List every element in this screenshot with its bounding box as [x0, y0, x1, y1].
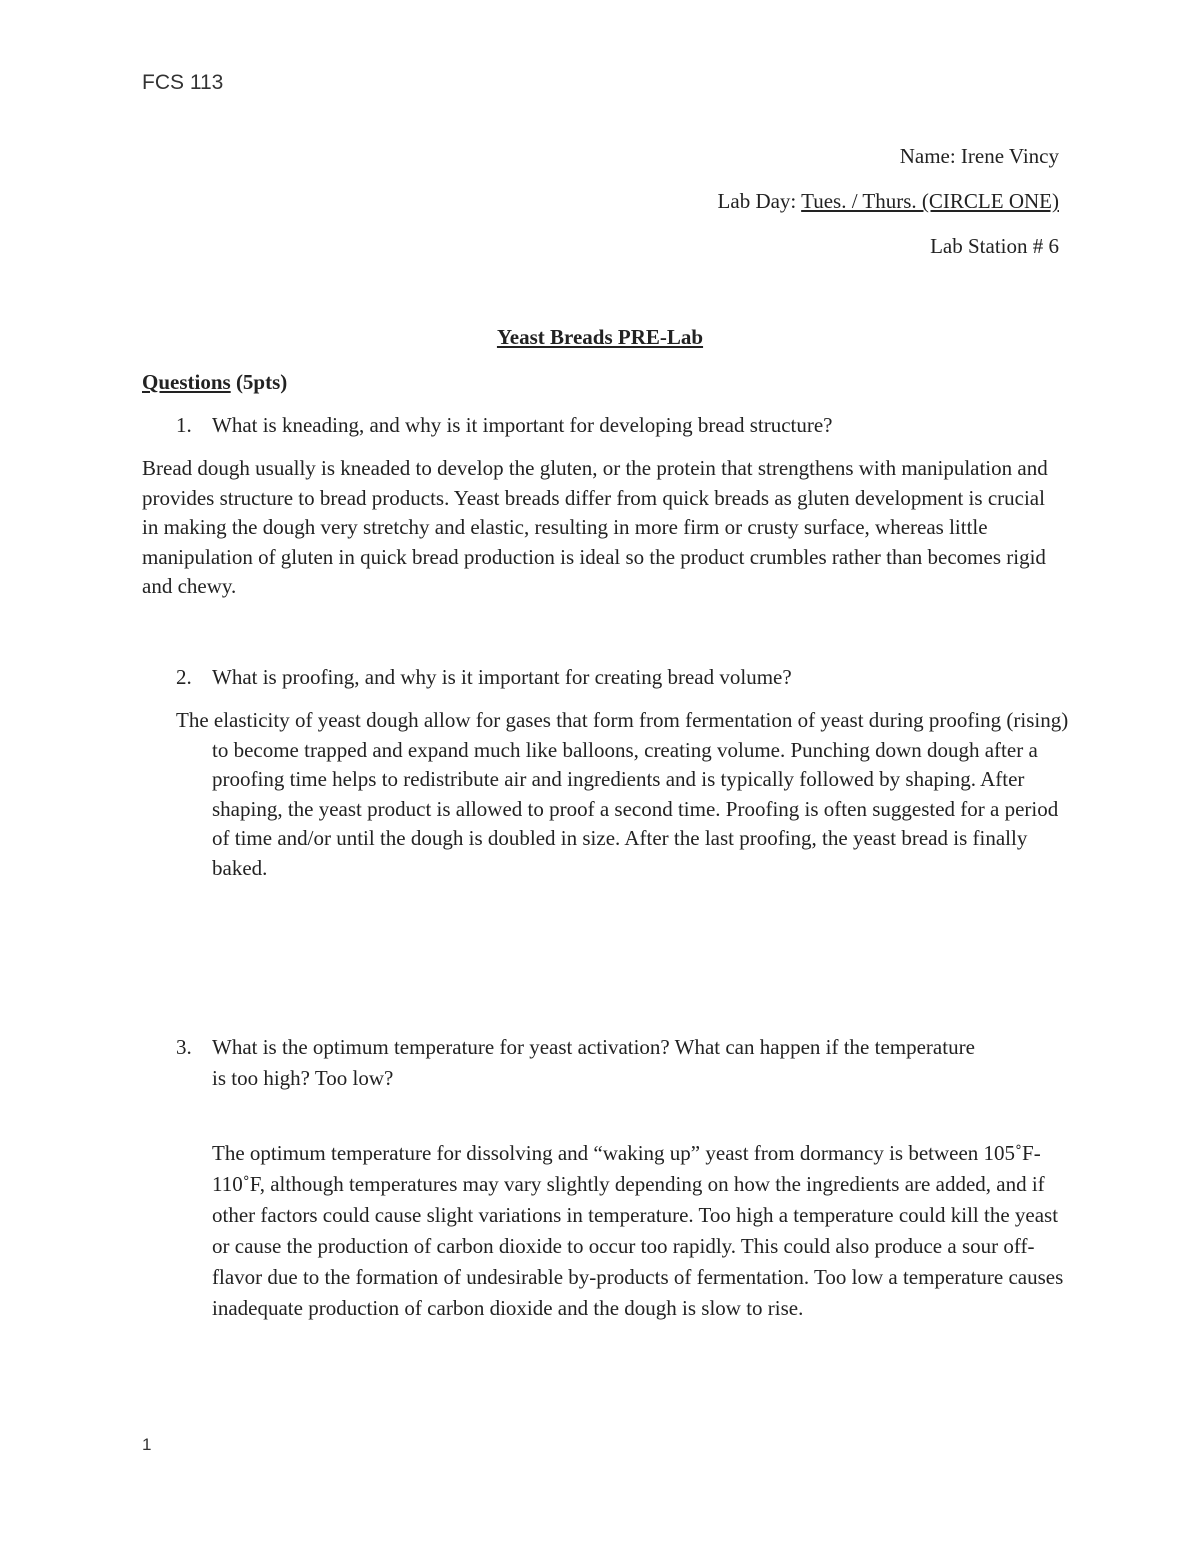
lab-day-label: Lab Day:	[717, 189, 802, 213]
question-text: What is kneading, and why is it important for developing bread structure?	[212, 413, 833, 437]
lab-day-value: Tues. / Thurs. (CIRCLE ONE)	[801, 189, 1059, 213]
question-number: 2.	[176, 665, 192, 689]
question-number: 1.	[176, 413, 192, 437]
lab-day	[718, 186, 1059, 216]
answer-3: The optimum temperature for dissolving and “waking up” yeast from dormancy is between 105˚F- 110˚F, although temperatures may vary slightly depending on how the ingredients are added, and if other factors could cause slight variations in temperature. Too high a temperature could kill the yeast or cause the production of carbon dioxide to occur too rapidly. This could also produce a sour off-flavor due to the formation of undesirable by-products of fermentation. Too low a temperature causes inadequate production of carbon dioxide and the dough is slow to rise.	[212, 1141, 1064, 1320]
answer-1: Bread dough usually is kneaded to develop the gluten, or the protein that strengthens with manipulation and provides structure to bread products. Yeast breads differ from quick breads as gluten development is crucial in making the dough very stretchy and elastic, resulting in more firm or crusty surface, whereas little manipulation of gluten in quick bread production is ideal so the product crumbles rather than becomes rigid and chewy.	[142, 456, 1048, 599]
answer-2: The elasticity of yeast dough allow for gases that form from fermentation of yeast during proofing (rising) to become trapped and expand much like balloons, creating volume. Punching down dough after a proofing time helps to redistribute air and ingredients and is typically followed by shaping. After shaping, the yeast product is allowed to proof a second time. Proofing is often suggested for a period of time and/or until the dough is doubled in size. After the last proofing, the yeast bread is finally baked.	[176, 708, 1069, 880]
question-1	[176, 410, 1076, 441]
page-number: 1	[142, 1435, 152, 1454]
questions-heading-points: (5pts)	[230, 370, 288, 394]
page-title: Yeast Breads PRE-Lab	[496, 325, 704, 349]
question-number: 3.	[176, 1035, 192, 1059]
questions-heading	[142, 367, 287, 397]
question-text: What is proofing, and why is it important for creating bread volume?	[212, 665, 792, 689]
question-text: What is the optimum temperature for yeast activation? What can happen if the temperature is too high? Too low?	[212, 1035, 975, 1090]
questions-heading-label: Questions	[142, 370, 231, 394]
lab-station: Lab Station # 6	[930, 234, 1059, 258]
question-3	[176, 1032, 976, 1094]
student-name: Name: Irene Vincy	[899, 144, 1059, 168]
course-header: FCS 113	[142, 71, 224, 94]
question-2	[176, 662, 1076, 693]
